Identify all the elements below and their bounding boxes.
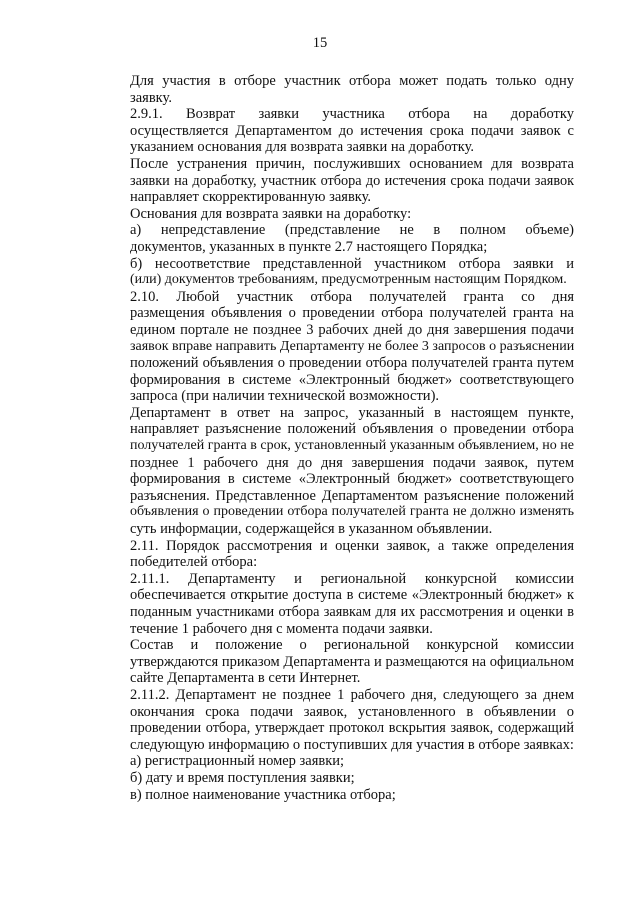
paragraph-p15 xyxy=(104,787,574,804)
text-line: направляет скорректированную заявку. xyxy=(130,189,372,206)
text-line: разъяснения. Представленное Департаментом разъяснение положений xyxy=(130,487,574,504)
paragraph-p9 xyxy=(104,538,574,571)
text-line: заявок вправе направить Департаменту не более 3 запросов о разъяснении xyxy=(130,338,574,354)
text-line: 2.11.2. Департамент не позднее 1 рабочего дня, следующего за днем xyxy=(130,686,574,703)
paragraph-p13 xyxy=(104,753,574,770)
text-line: б) несоответствие представленной участником отбора заявки и xyxy=(130,255,574,272)
text-line: суть информации, содержащейся в указанном объявлении. xyxy=(130,521,493,538)
text-line: следующую информацию о поступивших для участия в отборе заявках: xyxy=(130,736,574,753)
text-line: указанием основания для возврата заявки на доработку. xyxy=(130,139,475,156)
text-line: проведении отбора, утверждает протокол вскрытия заявок, содержащий xyxy=(130,720,574,737)
paragraph-p10 xyxy=(104,571,574,637)
text-line: формирования в системе «Электронный бюджет» соответствующего xyxy=(130,471,574,488)
text-line: б) дату и время поступления заявки; xyxy=(130,769,355,786)
text-line: а) непредставление (представление не в полном объеме) xyxy=(130,222,574,239)
text-line: едином портале не позднее 3 рабочих дней до дня завершения подачи xyxy=(130,321,574,338)
text-line: 2.11. Порядок рассмотрения и оценки заявок, а также определения xyxy=(130,537,574,554)
paragraph-p8 xyxy=(104,405,574,538)
text-line: победителей отбора: xyxy=(130,554,258,571)
text-line: Департамент в ответ на запрос, указанный в настоящем пункте, xyxy=(130,404,574,421)
paragraph-p1 xyxy=(104,73,574,106)
text-line: окончания срока подачи заявок, установленного в объявлении о xyxy=(130,703,574,720)
text-line: После устранения причин, послуживших основанием для возврата xyxy=(130,155,574,172)
text-line: заявки на доработку, участник отбора до истечения срока подачи заявок xyxy=(130,172,574,189)
text-line: в) полное наименование участника отбора; xyxy=(130,786,396,803)
text-line: Основания для возврата заявки на доработку: xyxy=(130,205,412,222)
page-number: 15 xyxy=(312,35,328,51)
document-body xyxy=(104,73,574,803)
text-line: объявления о проведении отбора получателей гранта не должно изменять xyxy=(130,504,574,520)
text-line: течение 1 рабочего дня с момента подачи заявки. xyxy=(130,620,433,637)
paragraph-p7 xyxy=(104,289,574,405)
text-line: положений объявления о проведении отбора получателей гранта путем xyxy=(130,355,574,372)
text-line: утверждаются приказом Департамента и размещаются на официальном xyxy=(130,653,574,670)
text-line: 2.11.1. Департаменту и региональной конкурсной комиссии xyxy=(130,570,574,587)
text-line: поданным участниками отбора заявкам для их рассмотрения и оценки в xyxy=(130,604,574,620)
text-line: запроса (при наличии технической возможности). xyxy=(130,388,440,405)
text-line: Для участия в отборе участник отбора может подать только одну xyxy=(130,73,574,89)
text-line: позднее 1 рабочего дня до дня завершения подачи заявок, путем xyxy=(130,454,574,471)
text-line: документов, указанных в пункте 2.7 настоящего Порядка; xyxy=(130,238,488,255)
paragraph-p2 xyxy=(104,106,574,156)
text-line: сайте Департамента в сети Интернет. xyxy=(130,670,361,687)
paragraph-p6 xyxy=(104,256,574,289)
paragraph-p11 xyxy=(104,637,574,687)
paragraph-p12 xyxy=(104,687,574,753)
text-line: Состав и положение о региональной конкурсной комиссии xyxy=(130,637,574,654)
paragraph-p3 xyxy=(104,156,574,206)
text-line: (или) документов требованиям, предусмотренным настоящим Порядком. xyxy=(130,272,567,288)
text-line: обеспечивается открытие доступа в системе «Электронный бюджет» к xyxy=(130,587,574,604)
text-line: 2.10. Любой участник отбора получателей гранта со дня xyxy=(130,288,574,305)
text-line: получателей гранта в срок, установленный указанным объявлением, но не xyxy=(130,438,574,454)
text-line: 2.9.1. Возврат заявки участника отбора на доработку xyxy=(130,106,574,123)
paragraph-p4 xyxy=(104,206,574,223)
paragraph-p5 xyxy=(104,222,574,255)
text-line: осуществляется Департаментом до истечения срока подачи заявок с xyxy=(130,122,574,139)
text-line: направляет разъяснение положений объявления о проведении отбора xyxy=(130,421,574,438)
text-line: заявку. xyxy=(130,89,172,106)
paragraph-p14 xyxy=(104,770,574,787)
text-line: а) регистрационный номер заявки; xyxy=(130,753,345,770)
text-line: размещения объявления о проведении отбора получателей гранта на xyxy=(130,305,574,322)
text-line: формирования в системе «Электронный бюджет» соответствующего xyxy=(130,371,574,388)
